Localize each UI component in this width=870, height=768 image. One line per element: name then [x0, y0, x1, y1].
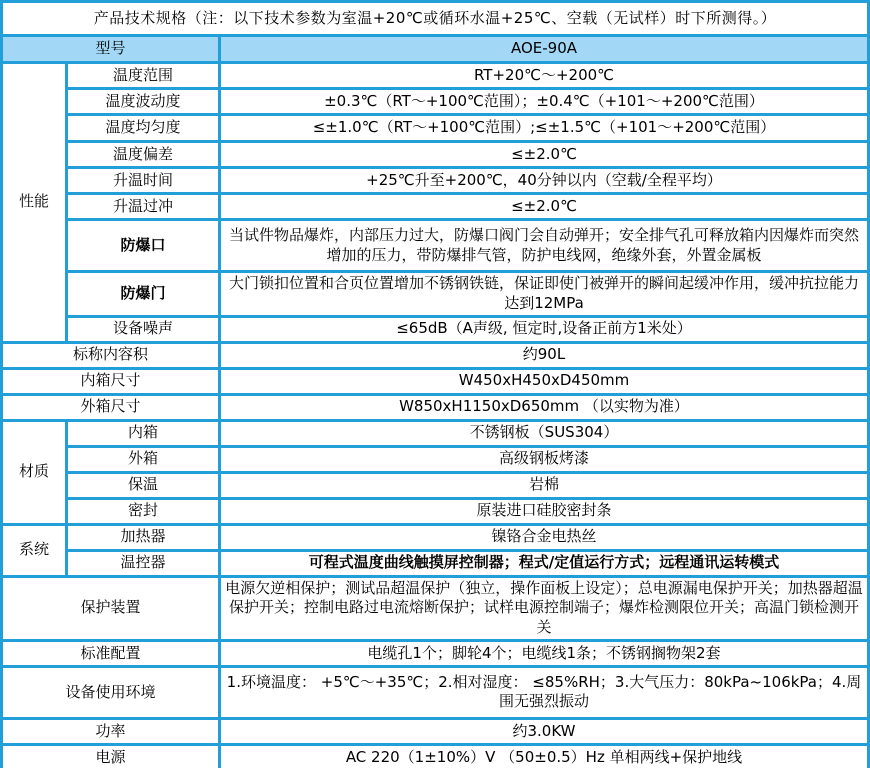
spec-row [2, 342, 869, 368]
spec-row [2, 394, 869, 420]
spec-row [2, 744, 869, 768]
row-label-cell: 升温过冲 [67, 194, 220, 220]
row-label-cell: 温控器 [67, 550, 220, 576]
row-value-cell: ≤±2.0℃ [220, 142, 869, 168]
row-value-cell: ≤±1.0℃（RT～+100℃范围）;≤±1.5℃（+101～+200℃范围） [220, 115, 869, 142]
row-value-cell: AC 220（1±10%）V （50±0.5）Hz 单相两线+保护地线 [220, 744, 869, 768]
row-value-cell: 岩棉 [220, 472, 869, 498]
row-label-cell: 温度波动度 [67, 89, 220, 115]
spec-row [2, 194, 869, 220]
row-group-cell: 系统 [2, 524, 67, 576]
row-label-cell: 外箱尺寸 [2, 394, 220, 420]
row-value-cell: ±0.3℃（RT～+100℃范围）；±0.4℃（+101～+200℃范围） [220, 89, 869, 115]
spec-row [2, 498, 869, 524]
row-value-cell: 约3.0KW [220, 718, 869, 744]
row-label-cell: 设备噪声 [67, 316, 220, 342]
row-value-cell: 当试件物品爆炸，内部压力过大，防爆口阀门会自动弹开；安全排气孔可释放箱内因爆炸而突然增加的压力，带防爆排气管，防护电线网，绝缘外套，外置金属板 [220, 220, 869, 272]
row-value-cell: RT+20℃～+200℃ [220, 63, 869, 89]
row-label-cell: 功率 [2, 718, 220, 744]
row-value-cell: 高级钢板烤漆 [220, 446, 869, 472]
row-label-cell: 温度均匀度 [67, 115, 220, 142]
model-label: 型号 [2, 36, 220, 63]
spec-row [2, 142, 869, 168]
model-row [2, 36, 869, 63]
row-value-cell: 大门锁扣位置和合页位置增加不锈钢铁链，保证即使门被弹开的瞬间起缓冲作用，缓冲抗拉能力达到12MPa [220, 272, 869, 317]
row-group-cell: 性能 [2, 63, 67, 343]
row-label-cell: 升温时间 [67, 168, 220, 194]
row-label-cell: 温度范围 [67, 63, 220, 89]
spec-row [2, 666, 869, 718]
row-value-cell: 可程式温度曲线触摸屏控制器；程式/定值运行方式；远程通讯运转模式 [220, 550, 869, 576]
row-label-cell: 设备使用环境 [2, 666, 220, 718]
row-label-cell: 加热器 [67, 524, 220, 550]
row-value-cell: 镍铬合金电热丝 [220, 524, 869, 550]
spec-row [2, 89, 869, 115]
title-row [2, 2, 869, 36]
row-label-cell: 电源 [2, 744, 220, 768]
spec-row [2, 420, 869, 446]
row-label-cell: 密封 [67, 498, 220, 524]
row-value-cell: 电源欠逆相保护；测试品超温保护（独立，操作面板上设定）；总电源漏电保护开关；加热器超温保护开关；控制电路过电流熔断保护；试样电源控制端子；爆炸检测限位开关；高温门锁检测开关 [220, 576, 869, 640]
row-label-cell: 外箱 [67, 446, 220, 472]
table-title: 产品技术规格（注：以下技术参数为室温+20℃或循环水温+25℃、空载（无试样）时下所测得。） [2, 2, 869, 36]
row-value-cell: 不锈钢板（SUS304） [220, 420, 869, 446]
row-label-cell: 防爆口 [67, 220, 220, 272]
row-value-cell: 1.环境温度： +5℃～+35℃；2.相对湿度： ≤85%RH；3.大气压力：80kPa~106kPa；4.周围无强烈振动 [220, 666, 869, 718]
spec-row [2, 640, 869, 666]
row-label-cell: 标称内容积 [2, 342, 220, 368]
row-label-cell: 内箱尺寸 [2, 368, 220, 394]
row-label-cell: 内箱 [67, 420, 220, 446]
row-label-cell: 温度偏差 [67, 142, 220, 168]
row-value-cell: ≤65dB（A声级, 恒定时,设备正前方1米处） [220, 316, 869, 342]
row-value-cell: +25℃升至+200℃，40分钟以内（空载/全程平均） [220, 168, 869, 194]
row-value-cell: 约90L [220, 342, 869, 368]
spec-row [2, 316, 869, 342]
row-label-cell: 防爆门 [67, 272, 220, 317]
row-label-cell: 保温 [67, 472, 220, 498]
spec-row [2, 524, 869, 550]
spec-row [2, 368, 869, 394]
row-label-cell: 标准配置 [2, 640, 220, 666]
spec-row [2, 220, 869, 272]
spec-row [2, 576, 869, 640]
row-value-cell: 原装进口硅胶密封条 [220, 498, 869, 524]
spec-row [2, 472, 869, 498]
row-label-cell: 保护装置 [2, 576, 220, 640]
spec-row [2, 550, 869, 576]
spec-row [2, 63, 869, 89]
model-value: AOE-90A [220, 36, 869, 63]
row-group-cell: 材质 [2, 420, 67, 524]
row-value-cell: 电缆孔1个；脚轮4个；电缆线1条；不锈钢搁物架2套 [220, 640, 869, 666]
spec-row [2, 446, 869, 472]
spec-row [2, 272, 869, 317]
spec-row [2, 115, 869, 142]
spec-row [2, 718, 869, 744]
row-value-cell: W450xH450xD450mm [220, 368, 869, 394]
row-value-cell: W850xH1150xD650mm （以实物为准） [220, 394, 869, 420]
spec-row [2, 168, 869, 194]
row-value-cell: ≤±2.0℃ [220, 194, 869, 220]
